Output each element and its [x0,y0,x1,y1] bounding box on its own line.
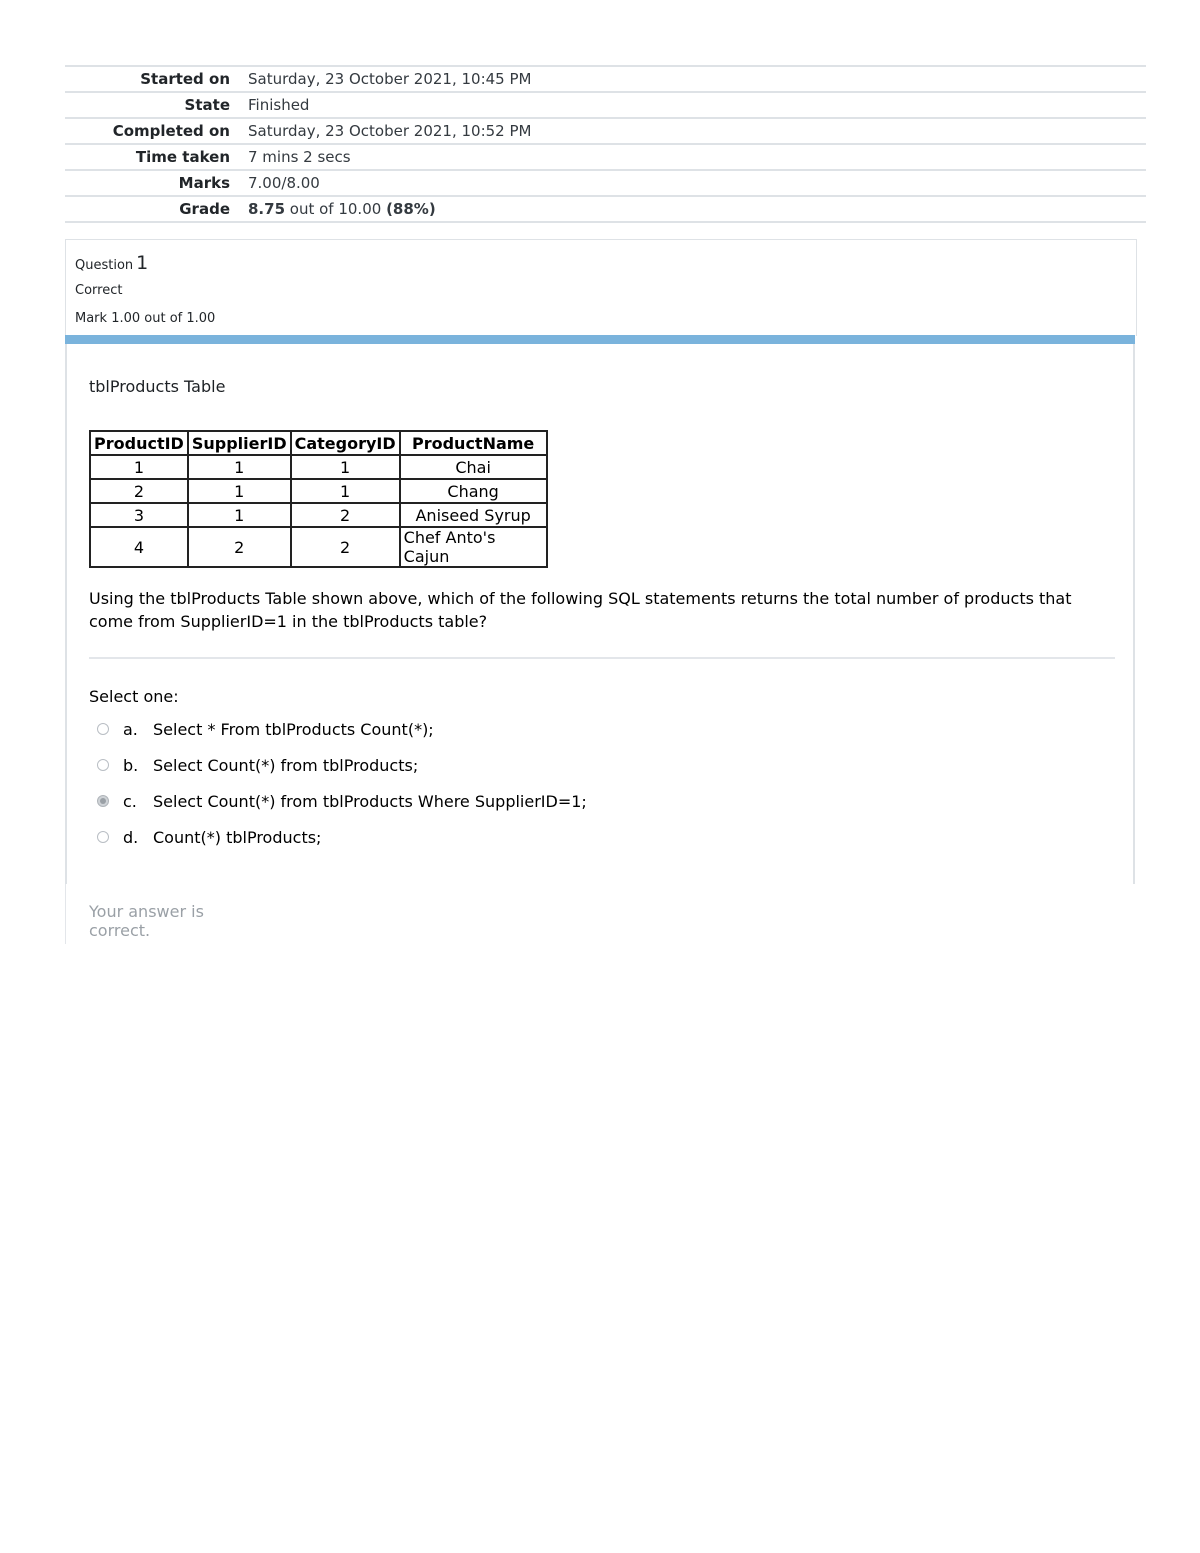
question-info [65,239,1137,336]
table-header: ProductID [90,431,188,455]
answer-option-c[interactable] [97,783,587,819]
table-cell: Chang [400,479,547,503]
option-text: Select Count(*) from tblProducts; [153,755,419,775]
table-cell: 1 [90,455,188,479]
option-text: Count(*) tblProducts; [153,827,322,847]
table-cell: Aniseed Syrup [400,503,547,527]
radio-button-selected[interactable] [97,795,109,807]
summary-row-started [65,67,1146,93]
option-letter: a. [123,719,138,739]
table-cell: 1 [188,479,291,503]
question-content [65,344,1135,884]
summary-value: Finished [248,96,310,114]
radio-button[interactable] [97,723,109,735]
table-header: CategoryID [291,431,400,455]
option-text: Select * From tblProducts Count(*); [153,719,434,739]
summary-value: 7 mins 2 secs [248,148,351,166]
question-divider-bar [65,335,1135,344]
summary-value [248,200,436,218]
table-header-row [90,431,547,455]
table-header: SupplierID [188,431,291,455]
summary-label: Completed on [112,122,230,140]
question-state: Correct [75,283,123,298]
radio-button[interactable] [97,831,109,843]
table-cell: 1 [188,503,291,527]
table-cell: 1 [188,455,291,479]
feedback-text: Your answer is correct. [89,902,204,940]
question-text: Using the tblProducts Table shown above, which of the following SQL statements returns the total number of products that come from SupplierID=1 in the tblProducts table? [89,589,1072,631]
table-cell: 2 [291,503,400,527]
summary-row-grade [65,197,1146,223]
summary-row-completed [65,119,1146,145]
grade-out-of: out of 10.00 [285,200,387,218]
summary-row-marks [65,171,1146,197]
table-row [90,455,547,479]
summary-value: Saturday, 23 October 2021, 10:52 PM [248,122,532,140]
question-number [75,252,148,274]
table-cell: 2 [90,479,188,503]
answer-feedback [65,884,266,944]
summary-label: Started on [140,70,230,88]
grade-percent: (88%) [386,200,436,218]
table-title: tblProducts Table [89,377,226,396]
table-row [90,503,547,527]
option-letter: c. [123,791,137,811]
summary-row-time-taken [65,145,1146,171]
summary-value: Saturday, 23 October 2021, 10:45 PM [248,70,532,88]
answer-prompt: Select one: [89,687,179,706]
table-cell: 1 [291,455,400,479]
grade-score: 8.75 [248,200,286,218]
summary-label: Time taken [135,148,230,166]
table-cell: 1 [291,479,400,503]
answer-option-a[interactable] [97,711,587,747]
attempt-summary [65,65,1146,223]
radio-button[interactable] [97,759,109,771]
summary-label: Marks [178,174,230,192]
table-row [90,527,547,567]
question-label: Question [75,258,134,273]
option-text: Select Count(*) from tblProducts Where SupplierID=1; [153,791,587,811]
question-number-value: 1 [136,252,149,274]
table-cell: 4 [90,527,188,567]
products-table [89,430,548,568]
table-cell: 2 [291,527,400,567]
option-letter: d. [123,827,139,847]
table-header: ProductName [400,431,547,455]
table-cell: 3 [90,503,188,527]
answer-option-b[interactable] [97,747,587,783]
summary-row-state [65,93,1146,119]
content-divider [89,657,1115,659]
option-letter: b. [123,755,139,775]
table-row [90,479,547,503]
answer-option-d[interactable] [97,819,587,855]
question-mark: Mark 1.00 out of 1.00 [75,311,216,326]
summary-label: State [184,96,230,114]
summary-label: Grade [179,200,230,218]
table-cell: Chai [400,455,547,479]
table-cell: 2 [188,527,291,567]
summary-value: 7.00/8.00 [248,174,320,192]
table-cell: Chef Anto's Cajun [400,527,547,567]
answer-options [97,711,587,855]
